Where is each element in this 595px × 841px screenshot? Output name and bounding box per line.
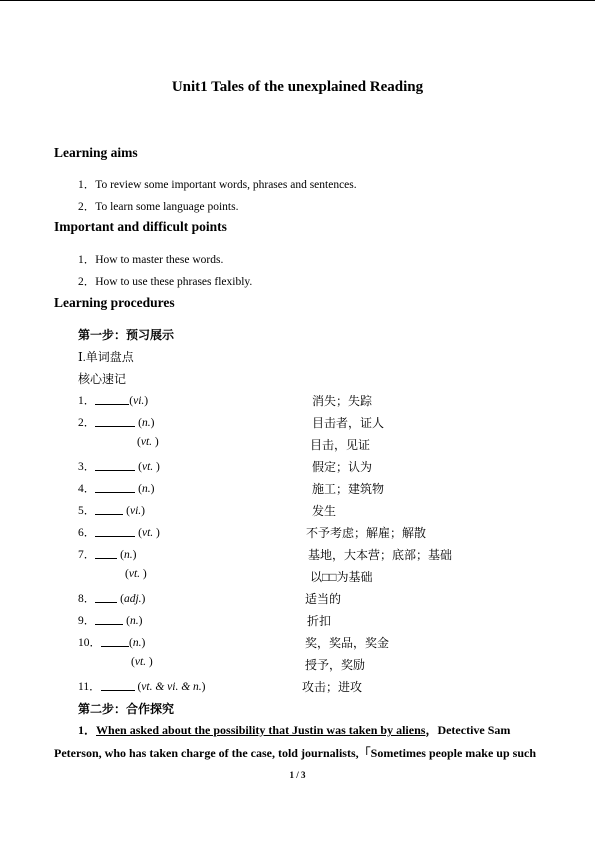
part-of-speech: vt. [128,568,141,580]
word-row-5: 5． (vi.) [78,502,145,518]
word-number: 4． [78,483,96,495]
word-meaning-3: 假定；认为 [312,460,373,474]
word-number: 9． [78,615,96,627]
word-number: 6． [78,527,96,539]
paragraph-line-1-rest: ，Detective Sam [425,723,511,737]
word-meaning-6: 不予考虑；解雇；解散 [306,526,427,540]
part-of-speech: vi. [133,395,145,407]
underlined-clause: When asked about the possibility that Justin was taken by aliens [96,723,426,737]
word-row-10b: (vt. ) [131,656,153,668]
word-meaning-1: 消失；失踪 [312,394,373,408]
answer-blank [95,415,135,427]
word-meaning-10: 奖，奖品，奖金 [305,636,390,650]
word-number: 5． [78,505,96,517]
word-row-1: 1． (vi.) [78,392,148,408]
part-of-speech: vt. [134,656,147,668]
answer-blank [95,591,117,603]
page-title: Unit1 Tales of the unexplained Reading [171,79,424,95]
part1-heading: Ⅰ.单词盘点 [78,350,134,364]
page-number: 1 / 3 [289,770,306,780]
word-row-9: 9． (n.) [78,612,142,628]
part-of-speech: vt. [140,436,153,448]
step1-heading: 第一步：预习展示 [78,328,175,342]
point-item-1: 1．How to master these words. [78,254,224,266]
answer-blank [95,393,129,405]
word-meaning-8: 适当的 [305,592,342,606]
paragraph-number: 1． [78,723,97,737]
answer-blank [101,635,129,647]
word-number: 10． [78,637,101,649]
heading-learning-procedures: Learning procedures [54,295,175,310]
page-top-rule [0,0,595,1]
word-row-2b: (vt. ) [137,436,159,448]
word-row-11: 11． (vt. & vi. & n.) [78,678,206,694]
answer-blank [95,525,135,537]
part-of-speech: n. [132,637,142,649]
answer-blank [101,679,135,691]
answer-blank [95,459,135,471]
paragraph-line-2: Peterson, who has taken charge of the case, told journalists,「Sometimes people make up such [54,746,536,760]
word-meaning-2b: 目击，见证 [310,438,371,452]
word-meaning-2: 目击者，证人 [312,416,385,430]
part-of-speech: n. [123,549,133,561]
word-meaning-7b: 以□□为基础 [310,570,373,584]
word-row-7b: (vt. ) [125,568,147,580]
word-row-10: 10． (n.) [78,634,145,650]
word-number: 7． [78,549,96,561]
part-of-speech: n. [141,417,151,429]
answer-blank [95,503,123,515]
word-meaning-4: 施工；建筑物 [312,482,385,496]
part-of-speech: vt. [141,461,154,473]
heading-important-points: Important and difficult points [54,219,227,234]
aim-item-2: 2．To learn some language points. [78,201,239,213]
part-of-speech: vi. [129,505,142,517]
word-meaning-5: 发生 [312,504,337,518]
part-of-speech: adj. [123,593,142,605]
word-number: 11． [78,681,101,693]
word-number: 1． [78,395,96,407]
point-item-2: 2．How to use these phrases flexibly. [78,276,253,288]
word-row-3: 3． (vt. ) [78,458,160,474]
word-meaning-11: 攻击；进攻 [302,680,363,694]
answer-blank [95,481,135,493]
word-number: 8． [78,593,96,605]
answer-blank [95,613,123,625]
word-meaning-10b: 授予，奖励 [305,658,366,672]
word-number: 3． [78,461,96,473]
example-paragraph [54,719,542,765]
paragraph-line-1 [54,719,542,742]
core-heading: 核心速记 [78,372,127,386]
word-number: 2． [78,417,96,429]
word-row-7: 7． (n.) [78,546,136,562]
word-row-6: 6． (vt. ) [78,524,160,540]
word-row-4: 4． (n.) [78,480,154,496]
word-row-2: 2． (n.) [78,414,154,430]
part-of-speech: n. [129,615,139,627]
step2-heading: 第二步：合作探究 [78,702,175,716]
word-row-8: 8． (adj.) [78,590,145,606]
word-meaning-9: 折扣 [307,614,332,628]
answer-blank [95,547,117,559]
aim-item-1: 1．To review some important words, phrases and sentences. [78,179,357,191]
word-meaning-7: 基地，大本营；底部；基础 [308,548,453,562]
part-of-speech: vt. [141,527,154,539]
heading-learning-aims: Learning aims [54,145,138,160]
part-of-speech: vt. & vi. & n. [141,681,202,693]
part-of-speech: n. [141,483,151,495]
